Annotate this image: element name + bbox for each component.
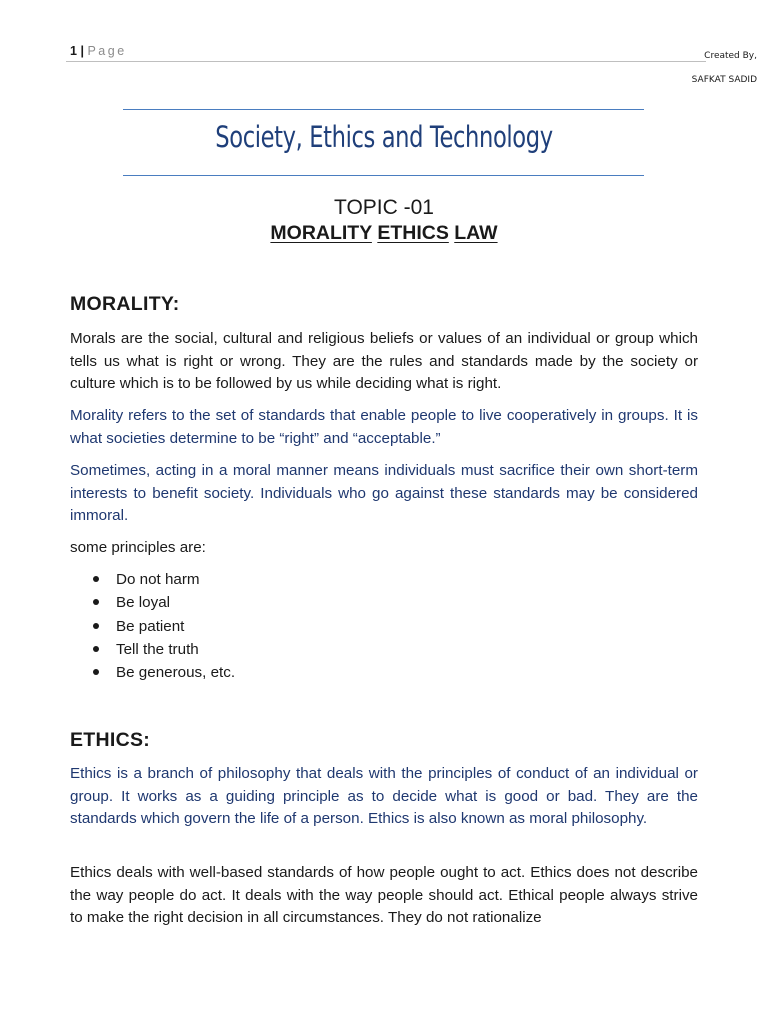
topic-word-law: LAW xyxy=(454,222,498,244)
morality-paragraph-2: Morality refers to the set of standards that enable people to live cooperatively in groups. It is what societies determine to be “right” and “acceptable.” xyxy=(70,407,698,447)
morality-paragraph-3: Sometimes, acting in a moral manner means individuals must sacrifice their own short-term interests to benefit society. Individuals who go against these standards may be considered immoral. xyxy=(70,462,698,524)
ethics-heading: ETHICS: xyxy=(70,729,151,751)
list-item-text: Do not harm xyxy=(116,571,200,588)
page-number-header xyxy=(70,44,127,58)
topic-number: TOPIC -01 xyxy=(334,196,434,219)
ethics-paragraph-2: Ethics deals with well-based standards of how people ought to act. Ethics does not describe the way people do act. It deals with the way people should act. Ethical people always strive to make the right decision in all circumstances. They do not rationalize xyxy=(70,864,698,926)
principles-intro: some principles are: xyxy=(70,539,206,556)
topic-word-ethics: ETHICS xyxy=(377,222,449,244)
document-title: Society, Ethics and Technology xyxy=(215,120,553,154)
title-bottom-rule xyxy=(123,175,644,176)
list-item xyxy=(93,661,235,684)
created-by-label: Created By, xyxy=(704,51,757,61)
header-divider xyxy=(66,61,706,62)
list-item-text: Be loyal xyxy=(116,594,171,612)
ethics-paragraph-1: Ethics is a branch of philosophy that deals with the principles of conduct of an individual or group. It works as a guiding principle as to decide what is good or bad. They are the standards which govern the life of a person. Ethics is also known as moral philosophy. xyxy=(70,765,698,827)
bullet-icon xyxy=(93,646,99,652)
list-item-text: Tell the truth xyxy=(116,640,199,658)
bullet-icon xyxy=(93,623,99,629)
created-by-block xyxy=(692,44,757,92)
bullet-icon xyxy=(93,599,99,605)
bullet-icon xyxy=(93,669,99,675)
morality-heading: MORALITY: xyxy=(70,293,180,315)
list-item xyxy=(93,638,235,661)
list-item xyxy=(93,615,235,638)
topic-words xyxy=(0,222,768,245)
morality-paragraph-1: Morals are the social, cultural and religious beliefs or values of an individual or group which tells us what is right or wrong. They are the rules and standards made by the society or culture which is to be followed by us while deciding what is right. xyxy=(70,330,698,392)
list-item-text: Be patient xyxy=(116,617,185,635)
author-name: SAFKAT SADID xyxy=(691,75,757,85)
bullet-icon xyxy=(93,576,99,582)
title-top-rule xyxy=(123,109,644,110)
principles-list xyxy=(93,568,235,684)
list-item xyxy=(93,568,235,591)
list-item-text: Be generous, etc. xyxy=(116,664,236,682)
page-separator: | xyxy=(80,44,85,58)
page-label: Page xyxy=(87,44,127,58)
page-number: 1 xyxy=(70,44,78,58)
topic-word-morality: MORALITY xyxy=(270,222,372,244)
list-item xyxy=(93,591,235,614)
